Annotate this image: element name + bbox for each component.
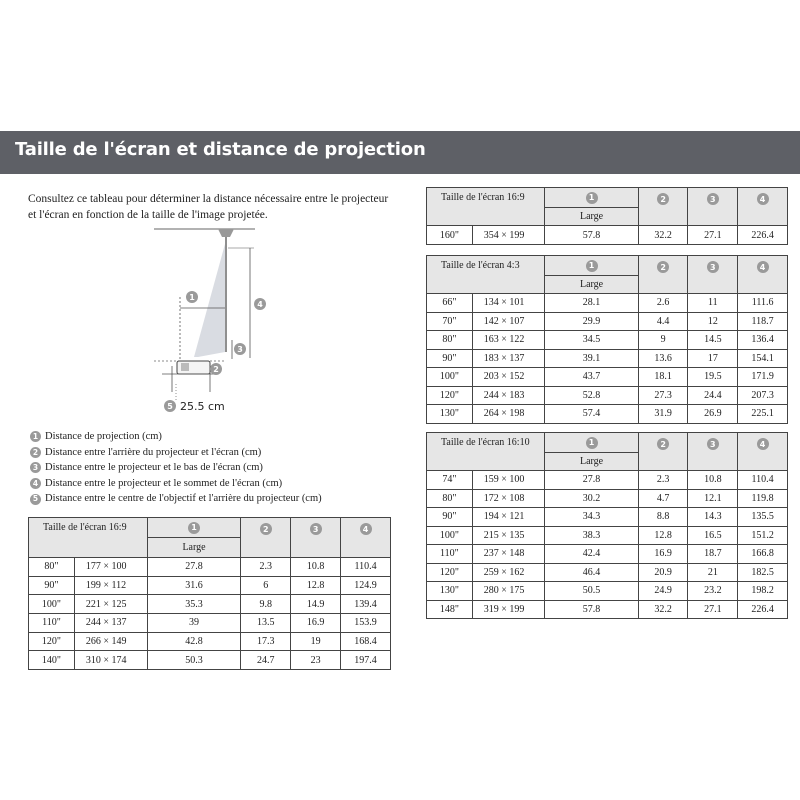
table-cell: 110" <box>427 545 473 564</box>
marker-5-icon: 5 <box>30 494 41 505</box>
legend-item <box>30 476 322 492</box>
table-cell: 57.4 <box>545 405 638 424</box>
table-cell: 16.9 <box>638 545 688 564</box>
table-cell: 124.9 <box>341 576 391 595</box>
table-cell: 66" <box>427 294 473 313</box>
marker-4-icon <box>254 298 266 310</box>
title-bar <box>0 131 800 174</box>
marker-3-icon: 3 <box>707 193 719 205</box>
table-cell: 12 <box>688 312 738 331</box>
marker-3-icon <box>234 343 246 355</box>
table-row <box>427 349 788 368</box>
table-cell: 14.5 <box>688 331 738 350</box>
column-header <box>688 433 738 471</box>
column-header <box>638 188 688 226</box>
table-cell: 148" <box>427 600 473 619</box>
svg-text:2: 2 <box>213 365 219 374</box>
table-cell: 19 <box>291 632 341 651</box>
table-cell: 43.7 <box>545 368 638 387</box>
table-cell: 118.7 <box>738 312 788 331</box>
legend-item <box>30 491 322 507</box>
table-row <box>427 545 788 564</box>
table-cell: 111.6 <box>738 294 788 313</box>
table-row <box>29 558 391 577</box>
table-cell: 194 × 121 <box>472 508 545 527</box>
table-cell: 42.8 <box>147 632 241 651</box>
table-cell: 31.9 <box>638 405 688 424</box>
table-cell: 90" <box>427 349 473 368</box>
table-cell: 90" <box>427 508 473 527</box>
table-row <box>29 632 391 651</box>
table-cell: 50.3 <box>147 651 241 670</box>
marker-4-icon: 4 <box>757 193 769 205</box>
svg-text:4: 4 <box>257 300 263 309</box>
sub-header-large: Large <box>545 208 638 226</box>
table-row <box>29 576 391 595</box>
table-cell: 30.2 <box>545 489 638 508</box>
table-cell: 18.7 <box>688 545 738 564</box>
table-cell: 29.9 <box>545 312 638 331</box>
table-cell: 74" <box>427 471 473 490</box>
marker-4-icon: 4 <box>30 478 41 489</box>
table-row <box>427 405 788 424</box>
table-cell: 140" <box>29 651 75 670</box>
projection-beam <box>194 244 225 357</box>
table-cell: 100" <box>427 526 473 545</box>
table-row <box>427 600 788 619</box>
marker-2-icon: 2 <box>657 193 669 205</box>
table-cell: 24.7 <box>241 651 291 670</box>
table-cell: 199 × 112 <box>74 576 147 595</box>
table-cell: 35.3 <box>147 595 241 614</box>
table-cell: 23 <box>291 651 341 670</box>
table-cell: 14.3 <box>688 508 738 527</box>
column-header <box>291 518 341 558</box>
table-cell: 166.8 <box>738 545 788 564</box>
table-cell: 31.6 <box>147 576 241 595</box>
table-cell: 90" <box>29 576 75 595</box>
table-cell: 244 × 183 <box>472 386 545 405</box>
table-cell: 4.4 <box>638 312 688 331</box>
table-cell: 26.9 <box>688 405 738 424</box>
marker-1-icon: 1 <box>586 437 598 449</box>
table-cell: 9 <box>638 331 688 350</box>
table-cell: 57.8 <box>545 226 638 245</box>
table-cell: 160" <box>427 226 473 245</box>
table-cell: 10.8 <box>688 471 738 490</box>
legend <box>30 429 322 507</box>
table-row <box>427 526 788 545</box>
marker-1-icon: 1 <box>188 522 200 534</box>
legend-text: Distance entre le projecteur et le bas de l'écran (cm) <box>45 462 263 474</box>
table-cell: 39.1 <box>545 349 638 368</box>
marker-2-icon: 2 <box>30 447 41 458</box>
table-cell: 142 × 107 <box>472 312 545 331</box>
table-cell: 110.4 <box>341 558 391 577</box>
table-cell: 80" <box>427 331 473 350</box>
table-cell: 259 × 162 <box>472 563 545 582</box>
column-header <box>638 256 688 294</box>
table-cell: 2.3 <box>638 471 688 490</box>
table-cell: 151.2 <box>738 526 788 545</box>
projection-diagram <box>150 222 290 417</box>
table-header-title: Taille de l'écran 4:3 <box>427 256 545 294</box>
table-row <box>427 226 788 245</box>
table-header-title: Taille de l'écran 16:10 <box>427 433 545 471</box>
table-header-title: Taille de l'écran 16:9 <box>427 188 545 226</box>
table-cell: 24.4 <box>688 386 738 405</box>
table-cell: 50.5 <box>545 582 638 601</box>
table-cell: 197.4 <box>341 651 391 670</box>
column-header <box>147 518 241 538</box>
table-cell: 203 × 152 <box>472 368 545 387</box>
marker-4-icon: 4 <box>360 523 372 535</box>
table-cell: 28.1 <box>545 294 638 313</box>
table-cell: 14.9 <box>291 595 341 614</box>
table-cell: 130" <box>427 405 473 424</box>
table-cell: 27.8 <box>545 471 638 490</box>
table-cell: 120" <box>427 563 473 582</box>
column-header <box>738 256 788 294</box>
table-cell: 12.8 <box>291 576 341 595</box>
table-cell: 11 <box>688 294 738 313</box>
table-cell: 2.6 <box>638 294 688 313</box>
table-cell: 32.2 <box>638 226 688 245</box>
table-cell: 171.9 <box>738 368 788 387</box>
table-cell: 154.1 <box>738 349 788 368</box>
table-169-left <box>28 517 391 670</box>
table-cell: 12.8 <box>638 526 688 545</box>
marker-2-icon <box>210 363 222 375</box>
table-cell: 8.8 <box>638 508 688 527</box>
table-cell: 177 × 100 <box>74 558 147 577</box>
table-row <box>427 368 788 387</box>
marker-1-icon <box>186 291 198 303</box>
table-cell: 46.4 <box>545 563 638 582</box>
column-header <box>545 188 638 208</box>
table-cell: 198.2 <box>738 582 788 601</box>
table-cell: 183 × 137 <box>472 349 545 368</box>
table-cell: 4.7 <box>638 489 688 508</box>
table-cell: 280 × 175 <box>472 582 545 601</box>
table-cell: 27.1 <box>688 226 738 245</box>
projection-diagram-svg <box>150 222 290 417</box>
column-header <box>545 256 638 276</box>
table-cell: 136.4 <box>738 331 788 350</box>
table-cell: 42.4 <box>545 545 638 564</box>
table-cell: 153.9 <box>341 614 391 633</box>
table-cell: 2.3 <box>241 558 291 577</box>
table-cell: 266 × 149 <box>74 632 147 651</box>
column-header <box>688 256 738 294</box>
column-header <box>638 433 688 471</box>
sub-header-large: Large <box>545 276 638 294</box>
table-row <box>427 508 788 527</box>
marker-3-icon: 3 <box>707 438 719 450</box>
table-cell: 100" <box>29 595 75 614</box>
table-cell: 225.1 <box>738 405 788 424</box>
table-cell: 110.4 <box>738 471 788 490</box>
table-cell: 23.2 <box>688 582 738 601</box>
table-cell: 70" <box>427 312 473 331</box>
table-cell: 57.8 <box>545 600 638 619</box>
table-cell: 16.5 <box>688 526 738 545</box>
marker-1-icon: 1 <box>586 192 598 204</box>
table-row <box>29 651 391 670</box>
table-cell: 18.1 <box>638 368 688 387</box>
marker-2-icon: 2 <box>657 261 669 273</box>
table-cell: 10.8 <box>291 558 341 577</box>
table-cell: 134 × 101 <box>472 294 545 313</box>
table-cell: 354 × 199 <box>472 226 545 245</box>
table-row <box>427 312 788 331</box>
marker-3-icon: 3 <box>30 462 41 473</box>
table-cell: 13.5 <box>241 614 291 633</box>
column-header <box>241 518 291 558</box>
column-header <box>341 518 391 558</box>
page-title: Taille de l'écran et distance de projection <box>15 139 426 160</box>
table-1610 <box>426 432 788 619</box>
table-row <box>427 489 788 508</box>
table-row <box>427 294 788 313</box>
table-cell: 80" <box>427 489 473 508</box>
table-cell: 215 × 135 <box>472 526 545 545</box>
table-row <box>427 582 788 601</box>
marker-2-icon: 2 <box>260 523 272 535</box>
table-cell: 12.1 <box>688 489 738 508</box>
marker-4-icon: 4 <box>757 261 769 273</box>
table-cell: 80" <box>29 558 75 577</box>
table-cell: 27.1 <box>688 600 738 619</box>
table-cell: 17 <box>688 349 738 368</box>
marker-1-icon: 1 <box>586 260 598 272</box>
legend-item <box>30 460 322 476</box>
column-header <box>738 433 788 471</box>
table-cell: 237 × 148 <box>472 545 545 564</box>
table-cell: 38.3 <box>545 526 638 545</box>
legend-item <box>30 429 322 445</box>
table-cell: 27.8 <box>147 558 241 577</box>
sub-header-large: Large <box>147 538 241 558</box>
sub-header-large: Large <box>545 453 638 471</box>
table-header-title: Taille de l'écran 16:9 <box>29 518 148 558</box>
table-cell: 172 × 108 <box>472 489 545 508</box>
table-cell: 27.3 <box>638 386 688 405</box>
table-cell: 21 <box>688 563 738 582</box>
column-header <box>545 433 638 453</box>
table-cell: 34.5 <box>545 331 638 350</box>
legend-text: Distance entre le projecteur et le sommet de l'écran (cm) <box>45 477 283 489</box>
table-cell: 9.8 <box>241 595 291 614</box>
table-cell: 310 × 174 <box>74 651 147 670</box>
table-cell: 130" <box>427 582 473 601</box>
table-cell: 207.3 <box>738 386 788 405</box>
marker-3-icon: 3 <box>310 523 322 535</box>
marker-5-icon <box>164 400 176 412</box>
table-cell: 100" <box>427 368 473 387</box>
table-cell: 168.4 <box>341 632 391 651</box>
legend-text: Distance entre le centre de l'objectif et l'arrière du projecteur (cm) <box>45 493 322 505</box>
table-cell: 39 <box>147 614 241 633</box>
table-cell: 17.3 <box>241 632 291 651</box>
table-row <box>427 386 788 405</box>
projector-lens <box>181 363 189 371</box>
marker-1-icon: 1 <box>30 431 41 442</box>
svg-text:1: 1 <box>189 293 195 302</box>
table-cell: 319 × 199 <box>472 600 545 619</box>
table-row <box>427 563 788 582</box>
table-cell: 226.4 <box>738 226 788 245</box>
table-cell: 32.2 <box>638 600 688 619</box>
table-cell: 182.5 <box>738 563 788 582</box>
table-row <box>29 595 391 614</box>
table-cell: 119.8 <box>738 489 788 508</box>
intro-text: Consultez ce tableau pour déterminer la distance nécessaire entre le projecteur et l'écran en fonction de la taille de l'image projetée. <box>28 193 389 221</box>
table-row <box>427 471 788 490</box>
column-header <box>688 188 738 226</box>
table-cell: 19.5 <box>688 368 738 387</box>
screen-mount <box>218 229 234 237</box>
offset-label: 25.5 cm <box>180 400 225 413</box>
table-cell: 221 × 125 <box>74 595 147 614</box>
table-43 <box>426 255 788 424</box>
table-cell: 6 <box>241 576 291 595</box>
table-cell: 159 × 100 <box>472 471 545 490</box>
table-169-right <box>426 187 788 245</box>
table-cell: 110" <box>29 614 75 633</box>
table-cell: 20.9 <box>638 563 688 582</box>
marker-3-icon: 3 <box>707 261 719 273</box>
legend-text: Distance de projection (cm) <box>45 431 162 442</box>
legend-item <box>30 445 322 461</box>
marker-4-icon: 4 <box>757 438 769 450</box>
table-cell: 16.9 <box>291 614 341 633</box>
table-cell: 24.9 <box>638 582 688 601</box>
marker-2-icon: 2 <box>657 438 669 450</box>
table-cell: 163 × 122 <box>472 331 545 350</box>
table-cell: 120" <box>427 386 473 405</box>
table-cell: 52.8 <box>545 386 638 405</box>
table-row <box>29 614 391 633</box>
table-cell: 264 × 198 <box>472 405 545 424</box>
column-header <box>738 188 788 226</box>
table-cell: 139.4 <box>341 595 391 614</box>
table-cell: 135.5 <box>738 508 788 527</box>
svg-text:3: 3 <box>237 345 243 354</box>
table-cell: 13.6 <box>638 349 688 368</box>
table-row <box>427 331 788 350</box>
table-cell: 244 × 137 <box>74 614 147 633</box>
table-cell: 120" <box>29 632 75 651</box>
table-cell: 34.3 <box>545 508 638 527</box>
svg-text:5: 5 <box>167 402 173 411</box>
legend-text: Distance entre l'arrière du projecteur et l'écran (cm) <box>45 446 262 458</box>
table-cell: 226.4 <box>738 600 788 619</box>
